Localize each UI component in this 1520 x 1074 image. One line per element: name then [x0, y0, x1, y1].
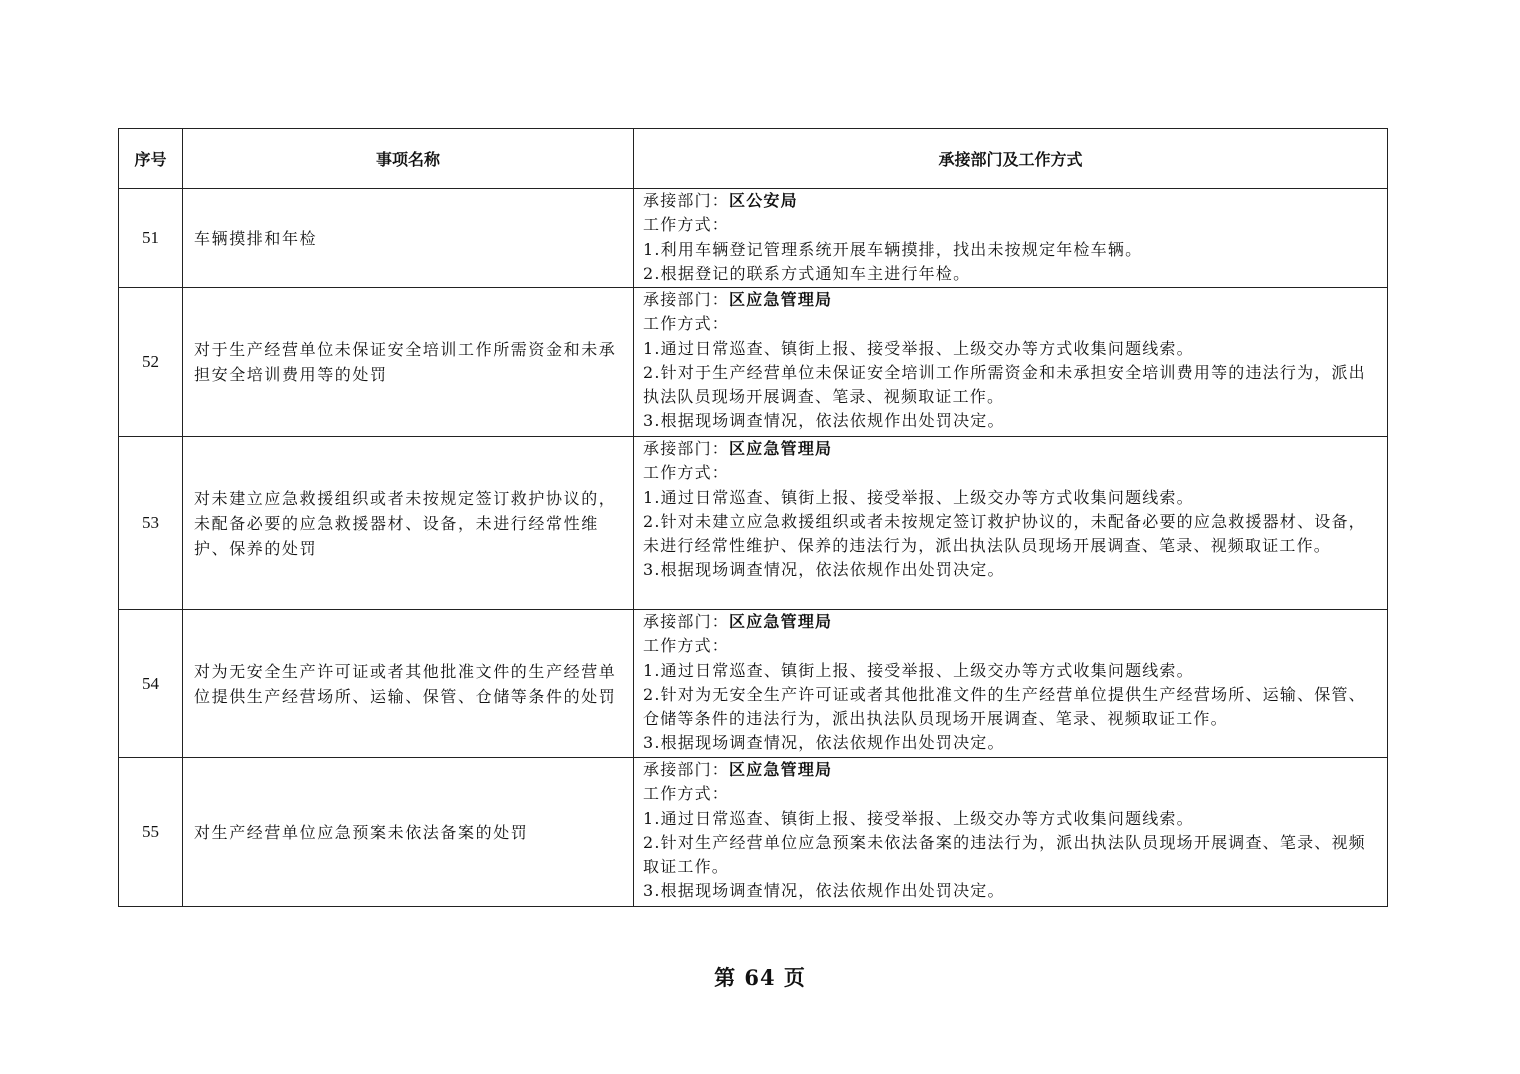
department-name: 区应急管理局: [729, 290, 833, 309]
row-department-method: [634, 189, 1388, 288]
department-line: [643, 437, 1381, 461]
method-label: 工作方式：: [643, 784, 730, 804]
header-item-name: 事项名称: [183, 129, 634, 189]
department-line: [643, 189, 1381, 213]
page-number: 第 64 页: [714, 965, 806, 990]
table-header-row: [119, 129, 1388, 189]
row-item-name: 对为无安全生产许可证或者其他批准文件的生产经营单位提供生产经营场所、运输、保管、仓储等条件的处罚: [183, 610, 634, 758]
method-step: 3.根据现场调查情况，依法依规作出处罚决定。: [643, 560, 1005, 580]
row-department-method: [634, 610, 1388, 758]
department-line: [643, 758, 1381, 782]
method-step: 1.通过日常巡查、镇街上报、接受举报、上级交办等方式收集问题线索。: [643, 338, 1194, 358]
table-row: [119, 437, 1388, 610]
row-serial-number: 55: [119, 758, 183, 907]
table-row: [119, 189, 1388, 288]
row-item-name: 对于生产经营单位未保证安全培训工作所需资金和未承担安全培训费用等的处罚: [183, 288, 634, 437]
method-step: 3.根据现场调查情况，依法依规作出处罚决定。: [643, 881, 1005, 901]
table-row: [119, 758, 1388, 907]
method-step: 2.针对未建立应急救援组织或者未按规定签订救护协议的，未配备必要的应急救援器材、设备，未进行经常性维护、保养的违法行为，派出执法队员现场开展调查、笔录、视频取证工作。: [643, 511, 1366, 556]
department-name: 区应急管理局: [729, 439, 833, 458]
department-line: [643, 288, 1381, 312]
row-department-method: [634, 758, 1388, 907]
department-label: 承接部门：: [643, 191, 730, 210]
method-step: 1.通过日常巡查、镇街上报、接受举报、上级交办等方式收集问题线索。: [643, 808, 1194, 828]
row-item-name: 车辆摸排和年检: [183, 189, 634, 288]
method-label: 工作方式：: [643, 463, 730, 483]
row-item-name: 对生产经营单位应急预案未依法备案的处罚: [183, 758, 634, 907]
method-step: 1.通过日常巡查、镇街上报、接受举报、上级交办等方式收集问题线索。: [643, 660, 1194, 680]
method-step: 2.针对为无安全生产许可证或者其他批准文件的生产经营单位提供生产经营场所、运输、保管、仓储等条件的违法行为，派出执法队员现场开展调查、笔录、视频取证工作。: [643, 684, 1366, 729]
method-label: 工作方式：: [643, 314, 730, 334]
method-label: 工作方式：: [643, 636, 730, 656]
row-department-method: [634, 437, 1388, 610]
method-step: 2.根据登记的联系方式通知车主进行年检。: [643, 263, 971, 283]
row-serial-number: 52: [119, 288, 183, 437]
department-name: 区应急管理局: [729, 612, 833, 631]
department-line: [643, 610, 1381, 634]
method-step: 1.利用车辆登记管理系统开展车辆摸排，找出未按规定年检车辆。: [643, 239, 1143, 259]
department-label: 承接部门：: [643, 290, 730, 309]
method-step: 3.根据现场调查情况，依法依规作出处罚决定。: [643, 733, 1005, 753]
method-step: 3.根据现场调查情况，依法依规作出处罚决定。: [643, 411, 1005, 431]
method-step: 2.针对于生产经营单位未保证安全培训工作所需资金和未承担安全培训费用等的违法行为，派出执法队员现场开展调查、笔录、视频取证工作。: [643, 362, 1366, 407]
items-table: [118, 128, 1388, 907]
department-label: 承接部门：: [643, 439, 730, 458]
method-step: 1.通过日常巡查、镇街上报、接受举报、上级交办等方式收集问题线索。: [643, 487, 1194, 507]
method-step: 2.针对生产经营单位应急预案未依法备案的违法行为，派出执法队员现场开展调查、笔录、视频取证工作。: [643, 832, 1366, 877]
table-row: [119, 288, 1388, 437]
row-serial-number: 53: [119, 437, 183, 610]
department-name: 区公安局: [729, 191, 798, 210]
row-serial-number: 54: [119, 610, 183, 758]
row-department-method: [634, 288, 1388, 437]
table-row: [119, 610, 1388, 758]
department-label: 承接部门：: [643, 612, 730, 631]
department-label: 承接部门：: [643, 760, 730, 779]
method-label: 工作方式：: [643, 215, 730, 235]
header-serial-number: 序号: [119, 129, 183, 189]
department-name: 区应急管理局: [729, 760, 833, 779]
header-department-method: 承接部门及工作方式: [634, 129, 1388, 189]
row-item-name: 对未建立应急救援组织或者未按规定签订救护协议的，未配备必要的应急救援器材、设备，未进行经常性维护、保养的处罚: [183, 437, 634, 610]
row-serial-number: 51: [119, 189, 183, 288]
